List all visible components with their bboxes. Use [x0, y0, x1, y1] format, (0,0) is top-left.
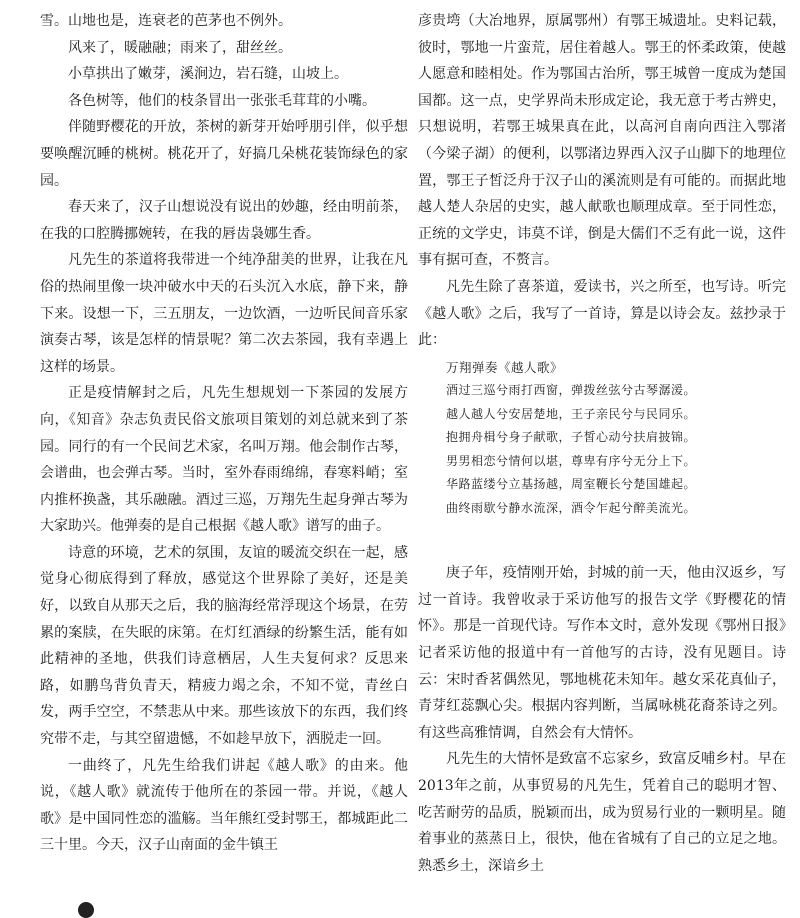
- poem-line: 曲终雨歇兮静水流深，酒令乍起兮醉美流光。: [446, 500, 697, 515]
- paragraph: 一曲终了，凡先生给我们讲起《越人歌》的由来。他说，《越人歌》就流传于他所在的茶园一带。并说，《越人歌》是中国同性恋的滥觞。当年熊红受封鄂王，都城距此二三十里。今天，汉子山南面的金牛镇王: [40, 757, 408, 854]
- section-gap: [418, 534, 786, 560]
- paragraph: 诗意的环境，艺术的氛围，友谊的暖流交织在一起，感觉身心彻底得到了释放，感觉这个世界除了美好，还是美好，以致自从那天之后，我的脑海经常浮现这个场景，在劳累的案牍，在失眠的床第。在灯红酒绿的纷繁生活，能有如此精神的圣地，供我们诗意栖居，人生夫复何求？反思来路，如鹏鸟背负青天，精疲力竭之余，不知不觉，青丝白发，两手空空，不禁悲从中来。那些该放下的东西，我们终究带不走，与其空留遗憾，不如趁早放下，洒脱走一回。: [40, 544, 408, 748]
- poem-line: 男男相恋兮情何以堪，尊卑有序兮无分上下。: [446, 453, 697, 468]
- paragraph: 正是疫情解封之后，凡先生想规划一下茶园的发展方向，《知音》杂志负责民俗文旅项目策划的刘总就来到了茶园。同行的有一个民间艺术家，名叫万翔。他会制作古琴，会谱曲，也会弹古琴。当时，室外春雨绵绵，春寒料峭；室内推杯换盏，其乐融融。酒过三巡，万翔先生起身弹古琴为大家助兴。他弹奏的是自己根据《越人歌》谱写的曲子。: [40, 385, 408, 535]
- poem-line: 越人越人兮安居楚地，王子亲民兮与民同乐。: [446, 406, 697, 421]
- paragraph: 凡先生的大情怀是致富不忘家乡，致富反哺乡村。早在2013年之前，从事贸易的凡先生，凭着自己的聪明才智、吃苦耐劳的品质，脱颖而出，成为贸易行业的一颗明星。随着事业的蒸蒸日上，很快，他在省城有了自己的立足之地。熟悉乡土，深谙乡土: [418, 751, 786, 874]
- paragraph: 小草拱出了嫩芽，溪涧边，岩石缝，山坡上。: [68, 66, 348, 83]
- paragraph: 伴随野樱花的开放，茶树的新芽开始呼朋引伴，似乎想要唤醒沉睡的桃树。桃花开了，好搞几朵桃花装饰绿色的家园。: [40, 119, 408, 189]
- paragraph: 庚子年，疫情刚开始，封城的前一天，他由汉返乡，写过一首诗。我曾收录于采访他写的报告文学《野樱花的情怀》。那是一首现代诗。写作本文时，意外发现《鄂州日报》记者采访他的报道中有一首他写的古诗，没有见题目。诗云：宋时香茗偶然见，鄂地桃花未知年。越女采花真仙子，青芽红蕊飘心尖。根据内容判断，当属咏桃花裔茶诗之列。有这些高雅情调，自然会有大情怀。: [418, 565, 786, 741]
- paragraph: 风来了，暖融融；雨来了，甜丝丝。: [68, 39, 292, 56]
- paragraph: 凡先生除了喜茶道，爱读书，兴之所至，也写诗。听完《越人歌》之后，我写了一首诗，算是以诗会友。兹抄录于此：: [418, 278, 786, 349]
- poem-block: [418, 356, 786, 521]
- poem-title: 万翔弹奏《越人歌》: [446, 359, 564, 375]
- paragraph: 春天来了，汉子山想说没有说出的妙趣，经由明前茶，在我的口腔腾挪婉转，在我的唇齿袅娜生香。: [40, 199, 408, 242]
- poem-line: 酒过三巡兮雨打西窗，弹拨丝弦兮古琴潺湲。: [446, 383, 697, 398]
- left-column: [40, 8, 408, 859]
- poem-line: 华路蓝缕兮立基扬越，周室鞭长兮楚国雄起。: [446, 477, 697, 492]
- right-column: [418, 8, 786, 879]
- page-corner-dot: [78, 902, 94, 918]
- poem-line: 抱拥舟楫兮身子献歌，子皙心动兮扶肩披锦。: [446, 430, 697, 445]
- paragraph: 各色树等，他们的枝条冒出一张张毛茸茸的小嘴。: [68, 92, 376, 109]
- paragraph: 雪。山地也是，连衰老的芭茅也不例外。: [40, 13, 292, 29]
- paragraph: 彦贵塆（大冶地界，原属鄂州）有鄂王城遗址。史料记载，彼时，鄂地一片蛮荒，居住着越人。鄂王的怀柔政策，使越人愿意和睦相处。作为鄂国古治所，鄂王城曾一度成为楚国国都。这一点，史学界尚未形成定论，我无意于考古辨史，只想说明，若鄂王城果真在此，以高河自南向西注入鄂渚（今梁子湖）的便利，以鄂渚边界西入汉子山脚下的地理位置，鄂王子皙泛舟于汉子山的溪流则是有可能的。而据此地越人楚人杂居的史实，越人献歌也顺理成章。至于同性恋，正统的文学史，讳莫不详，倒是大儒们不乏有此一说，这件事有据可查，不赘言。: [418, 13, 786, 269]
- paragraph: 凡先生的茶道将我带进一个纯净甜美的世界，让我在凡俗的热闹里像一块冲破水中天的石头沉入水底，静下来，静下来。设想一下，三五朋友，一边饮酒，一边听民间音乐家演奏古琴，该是怎样的情景呢？第二次去茶园，我有幸遇上这样的场景。: [40, 252, 408, 375]
